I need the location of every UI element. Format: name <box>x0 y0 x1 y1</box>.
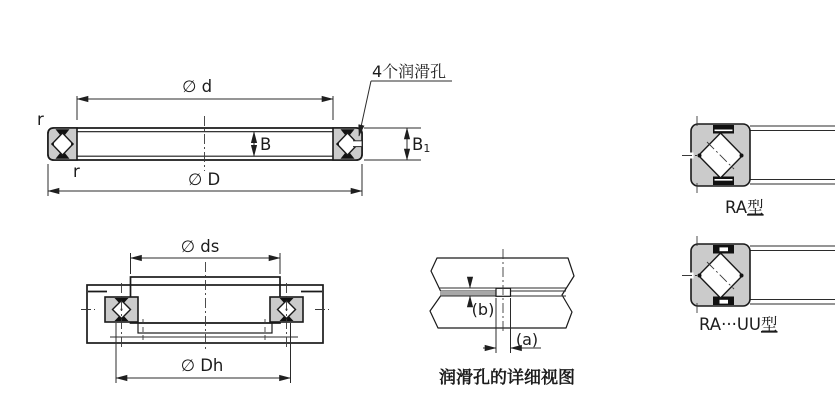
rauu-type-label: RA···UU型 <box>699 315 778 334</box>
lube-note <box>359 62 452 136</box>
bearing-section-view <box>37 62 452 196</box>
dim-b <box>470 280 494 319</box>
dim-B1 <box>364 128 430 160</box>
seal-slot <box>720 300 729 304</box>
detail-caption: 润滑孔的详细视图 <box>439 368 575 388</box>
dim-label-a: (a) <box>515 330 539 349</box>
dim-phi-d <box>77 77 333 120</box>
ra-type-label: RA型 <box>725 198 764 217</box>
lube-hole-detail-view <box>430 249 575 388</box>
right-contact-dot <box>71 143 74 146</box>
shaft-spigot <box>138 323 272 333</box>
contact-dot <box>740 274 744 278</box>
fillet-r-top-label: r <box>37 110 44 129</box>
dim-label-outer-diameter: ∅ D <box>187 170 221 189</box>
dim-phi-Dh <box>116 323 291 383</box>
lube-hole <box>353 141 362 147</box>
ra-uu-type-symbol <box>682 236 835 334</box>
contact-dot <box>336 143 339 146</box>
dim-label-shaft-seat: ∅ ds <box>180 237 220 256</box>
contact-dot <box>698 274 702 278</box>
contact-dot <box>740 154 744 158</box>
dim-label-width: B <box>260 135 272 154</box>
dim-label-width1: B1 <box>412 135 431 155</box>
fillet-r-bottom-label: r <box>73 162 80 181</box>
ra-top-retainer <box>713 125 734 134</box>
bearing-ring-outline <box>48 128 362 160</box>
seal-slot <box>720 247 729 251</box>
dim-label-housing-bore: ∅ Dh <box>180 356 224 375</box>
dim-phi-D <box>48 164 362 196</box>
lube-note-label: 4个润滑孔 <box>372 62 447 81</box>
dim-label-b: (b) <box>471 300 495 319</box>
dim-label-inner-diameter: ∅ d <box>181 77 213 96</box>
groove-band <box>440 291 496 296</box>
mounting-section-view <box>81 237 329 383</box>
contact-dot <box>698 154 702 158</box>
ra-type-symbol <box>682 116 835 217</box>
dim-B <box>254 132 271 157</box>
left-contact-dot <box>51 143 54 146</box>
ra-bottom-retainer <box>713 177 734 186</box>
